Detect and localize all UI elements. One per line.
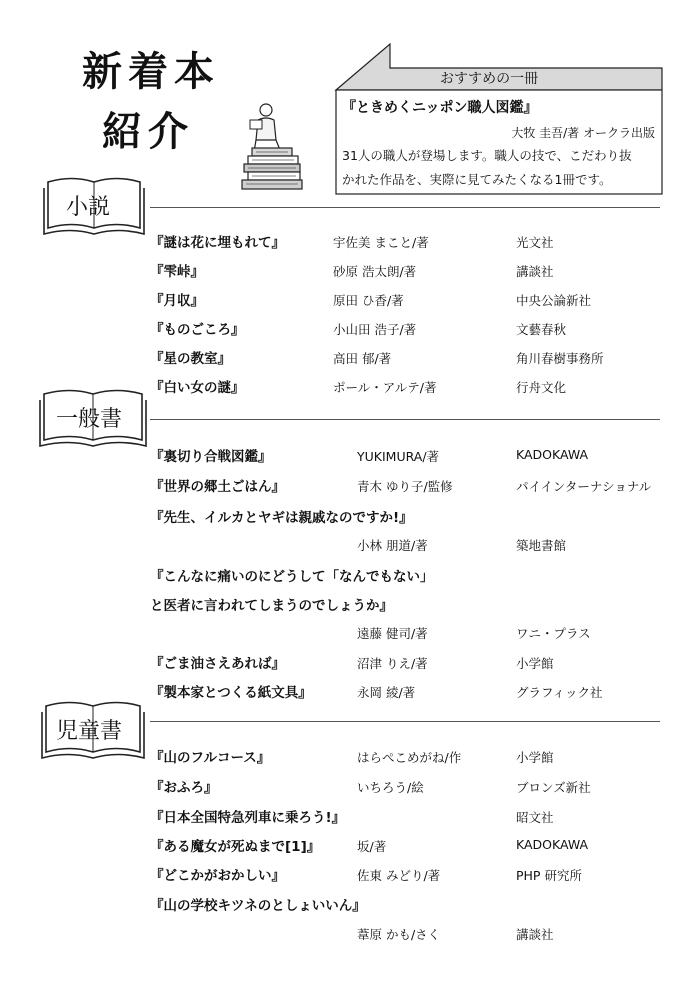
book-title: 『製本家とつくる紙文具』	[150, 685, 312, 701]
section-label-children: 児童書	[56, 719, 123, 744]
book-author: 坂/著	[357, 839, 387, 854]
book-title: 『謎は花に埋もれて』	[150, 235, 285, 251]
recommend-author-publisher: 大牧 圭吾/著 オークラ出版	[511, 126, 655, 140]
book-author: 高田 郁/著	[333, 351, 392, 366]
book-publisher: 行舟文化	[516, 380, 567, 395]
book-title: 『裏切り合戦図鑑』	[150, 449, 272, 465]
book-author: 宇佐美 まこと/著	[333, 235, 429, 250]
book-author: 葦原 かも/さく	[357, 927, 441, 942]
book-title: 『星の教室』	[150, 351, 231, 367]
book-title: 『おふろ』	[150, 780, 218, 796]
recommend-description-line1: 31人の職人が登場します。職人の技で、こだわり抜	[342, 148, 632, 163]
book-publisher: グラフィック社	[516, 685, 603, 700]
reading-person-books-illustration	[236, 100, 312, 194]
book-author: 佐東 みどり/著	[357, 868, 441, 883]
book-publisher: KADOKAWA	[516, 837, 589, 852]
recommend-description-line2: かれた作品を、実際に見てみたくなる1冊です。	[342, 172, 612, 187]
book-publisher: ワニ・プラス	[516, 626, 591, 641]
book-publisher: 光文社	[516, 235, 554, 250]
recommend-book-title: 『ときめくニッポン職人図鑑』	[342, 100, 538, 116]
book-author: 青木 ゆり子/監修	[357, 479, 453, 494]
book-author: 小山田 浩子/著	[333, 322, 417, 337]
book-publisher: 昭文社	[516, 810, 554, 825]
book-title: 『ごま油さえあれば』	[150, 656, 285, 672]
book-author: 沼津 りえ/著	[357, 656, 428, 671]
section-divider	[150, 419, 660, 420]
page-title-line2: 紹介	[102, 109, 194, 155]
book-title: 『山の学校キツネのとしょいいん』	[150, 898, 366, 914]
book-publisher: 講談社	[516, 927, 554, 942]
book-publisher: 築地書館	[516, 538, 567, 553]
book-author: はらぺこめがね/作	[357, 750, 462, 765]
book-publisher: 小学館	[516, 656, 554, 671]
book-publisher: 中央公論新社	[516, 293, 592, 308]
book-title-line1: 『こんなに痛いのにどうして「なんでもない」	[150, 569, 434, 585]
book-publisher: ブロンズ新社	[516, 780, 591, 795]
book-title: 『ものごころ』	[150, 322, 245, 338]
book-publisher: 角川春樹事務所	[516, 351, 604, 366]
book-title: 『先生、イルカとヤギは親戚なのですか!』	[150, 510, 413, 526]
book-publisher: PHP 研究所	[516, 868, 582, 883]
book-title: 『山のフルコース』	[150, 750, 271, 766]
section-divider	[150, 721, 660, 722]
book-publisher: KADOKAWA	[516, 447, 589, 462]
book-author: 遠藤 健司/著	[357, 626, 428, 641]
book-author: YUKIMURA/著	[357, 449, 440, 464]
book-title: 『白い女の謎』	[150, 380, 245, 396]
book-author: ポール・アルテ/著	[333, 380, 437, 395]
book-publisher: 講談社	[516, 264, 554, 279]
book-author: 原田 ひ香/著	[333, 293, 404, 308]
book-publisher: パイインターナショナル	[516, 479, 652, 494]
section-label-general: 一般書	[56, 407, 123, 432]
book-title: 『月収』	[150, 293, 204, 309]
book-author: いちろう/絵	[357, 780, 424, 795]
book-title: 『ある魔女が死ぬまで[1]』	[150, 839, 321, 855]
book-author: 小林 朋道/著	[357, 538, 428, 553]
book-title: 『雫峠』	[150, 264, 204, 280]
book-publisher: 文藝春秋	[516, 322, 567, 337]
section-label-novel: 小説	[66, 195, 111, 220]
book-publisher: 小学館	[516, 750, 554, 765]
book-author: 永岡 綾/著	[357, 685, 416, 700]
section-divider	[150, 207, 660, 208]
book-title-line2: と医者に言われてしまうのでしょうか』	[150, 598, 393, 614]
book-title: 『日本全国特急列車に乗ろう!』	[150, 810, 346, 826]
book-title: 『世界の郷土ごはん』	[150, 479, 285, 495]
recommend-description	[342, 144, 664, 192]
recommend-heading: おすすめの一冊	[440, 71, 539, 87]
book-title: 『どこかがおかしい』	[150, 868, 285, 884]
page-title-line1: 新着本	[82, 49, 220, 95]
book-author: 砂原 浩太朗/著	[333, 264, 417, 279]
